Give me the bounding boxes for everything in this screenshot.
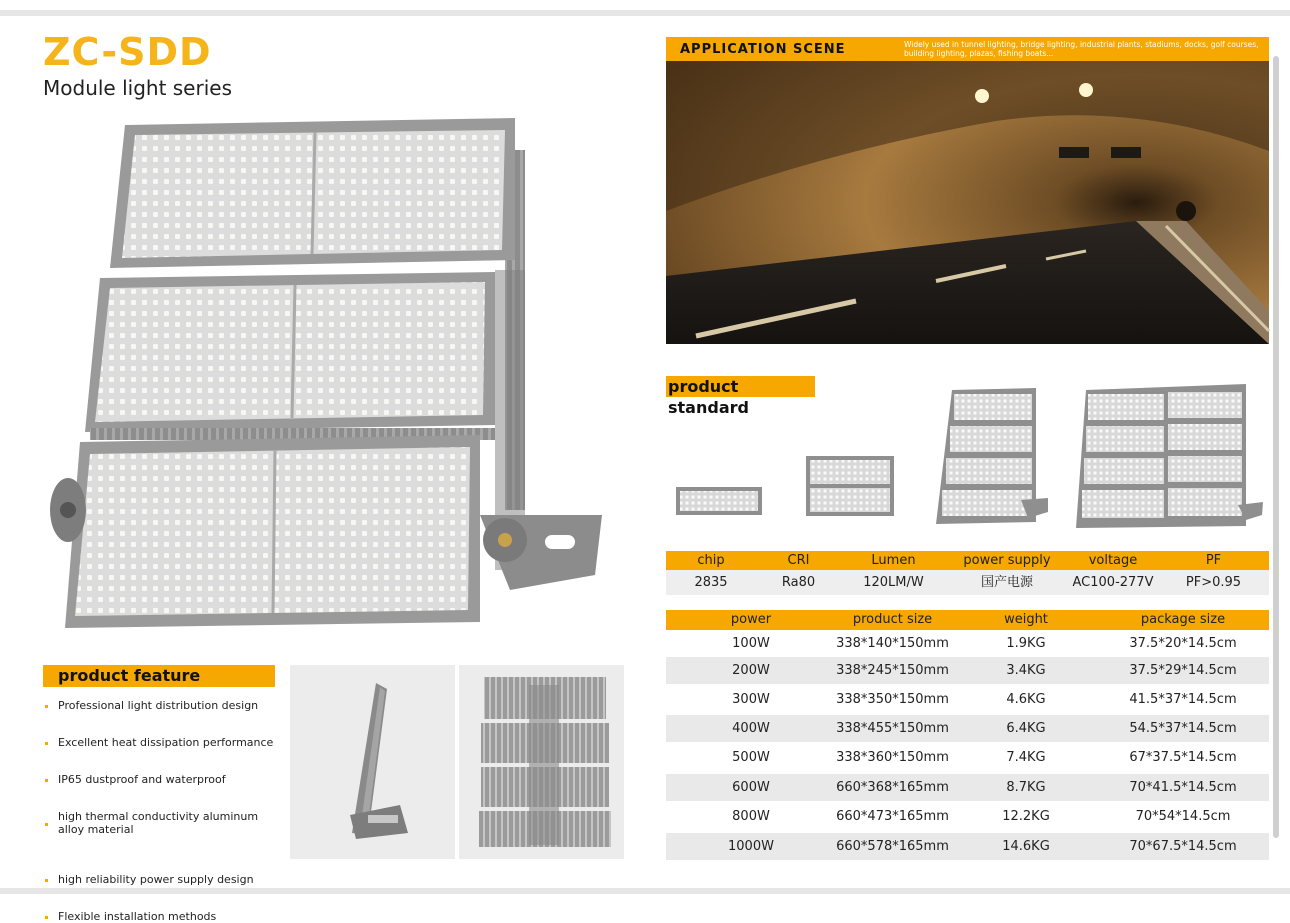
spec-value-cell: Ra80 xyxy=(781,575,816,590)
power-table-row xyxy=(666,744,1269,771)
product-feature-header xyxy=(43,665,275,687)
spec-header-cell: CRI xyxy=(787,553,810,568)
spec-header-cell: voltage xyxy=(1088,553,1138,568)
application-scene-header xyxy=(666,37,1269,61)
spec-table-row xyxy=(666,570,1269,595)
spec-value-cell: 国产电源 xyxy=(980,575,1033,590)
product-size-cell: 660*368*165mm xyxy=(836,780,949,795)
power-cell: 1000W xyxy=(728,839,774,854)
power-table-row xyxy=(666,803,1269,830)
weight-cell: 14.6KG xyxy=(1002,839,1050,854)
product-size-cell: 338*350*150mm xyxy=(836,692,949,707)
spec-value-cell: 2835 xyxy=(694,575,728,590)
product-standard-header xyxy=(666,376,815,417)
bullet-icon xyxy=(45,705,48,708)
package-size-cell: 67*37.5*14.5cm xyxy=(1129,750,1237,765)
power-header-cell: weight xyxy=(1004,612,1048,627)
product-size-cell: 338*245*150mm xyxy=(836,663,949,678)
product-size-cell: 660*473*165mm xyxy=(836,809,949,824)
package-size-cell: 70*54*14.5cm xyxy=(1135,809,1231,824)
power-cell: 100W xyxy=(732,636,770,651)
power-table-row xyxy=(666,833,1269,860)
feature-item: high reliability power supply design xyxy=(43,873,283,886)
weight-cell: 6.4KG xyxy=(1006,721,1046,736)
spec-header-cell: Lumen xyxy=(871,553,916,568)
feature-item: Flexible installation methods xyxy=(43,910,283,923)
top-divider xyxy=(0,10,1290,16)
package-size-cell: 54.5*37*14.5cm xyxy=(1129,721,1237,736)
power-header-cell: power xyxy=(730,612,772,627)
package-size-cell: 37.5*20*14.5cm xyxy=(1129,636,1237,651)
spec-value-cell: AC100-277V xyxy=(1072,575,1154,590)
weight-cell: 4.6KG xyxy=(1006,692,1046,707)
power-cell: 300W xyxy=(732,692,770,707)
power-table-row xyxy=(666,657,1269,684)
spec-table-header xyxy=(666,551,1269,570)
spec-header-cell: chip xyxy=(697,553,725,568)
power-table-row xyxy=(666,630,1269,657)
power-cell: 400W xyxy=(732,721,770,736)
back-view-image xyxy=(459,665,624,859)
feature-item: IP65 dustproof and waterproof xyxy=(43,773,283,786)
power-cell: 600W xyxy=(732,780,770,795)
spec-value-cell: PF>0.95 xyxy=(1185,575,1242,590)
feature-item: high thermal conductivity aluminum alloy material xyxy=(43,810,263,836)
side-view-image xyxy=(290,665,455,859)
weight-cell: 8.7KG xyxy=(1006,780,1046,795)
bullet-icon xyxy=(45,779,48,782)
power-cell: 200W xyxy=(732,663,770,678)
scrollbar[interactable] xyxy=(1273,56,1279,838)
product-size-cell: 338*455*150mm xyxy=(836,721,949,736)
bullet-icon xyxy=(45,742,48,745)
power-header-cell: product size xyxy=(852,612,933,627)
feature-list xyxy=(43,695,283,923)
bullet-icon xyxy=(45,823,48,826)
package-size-cell: 70*41.5*14.5cm xyxy=(1129,780,1237,795)
bottom-divider xyxy=(0,888,1290,894)
spec-header-cell: PF xyxy=(1205,553,1222,568)
power-table-row xyxy=(666,715,1269,742)
power-header-cell: package size xyxy=(1140,612,1226,627)
tunnel-scene-image xyxy=(666,61,1269,344)
product-size-cell: 338*140*150mm xyxy=(836,636,949,651)
weight-cell: 1.9KG xyxy=(1006,636,1046,651)
power-cell: 500W xyxy=(732,750,770,765)
power-table-row xyxy=(666,774,1269,801)
weight-cell: 7.4KG xyxy=(1006,750,1046,765)
product-feature-title: product feature xyxy=(58,666,201,685)
power-table-header xyxy=(666,610,1269,630)
feature-item: Professional light distribution design xyxy=(43,699,283,712)
product-size-cell: 338*360*150mm xyxy=(836,750,949,765)
package-size-cell: 70*67.5*14.5cm xyxy=(1129,839,1237,854)
weight-cell: 12.2KG xyxy=(1002,809,1050,824)
power-cell: 800W xyxy=(732,809,770,824)
application-scene-title: APPLICATION SCENE xyxy=(680,42,846,57)
product-size-cell: 660*578*165mm xyxy=(836,839,949,854)
bullet-icon xyxy=(45,879,48,882)
spec-value-cell: 120LM/W xyxy=(863,575,924,590)
package-size-cell: 41.5*37*14.5cm xyxy=(1129,692,1237,707)
spec-header-cell: power supply xyxy=(963,553,1051,568)
package-size-cell: 37.5*29*14.5cm xyxy=(1129,663,1237,678)
weight-cell: 3.4KG xyxy=(1006,663,1046,678)
power-table-row xyxy=(666,686,1269,713)
feature-item: Excellent heat dissipation performance xyxy=(43,736,283,749)
brand-subtitle: Module light series xyxy=(43,76,232,100)
hero-floodlight-image xyxy=(40,110,610,640)
brand-title: ZC-SDD xyxy=(43,30,212,74)
bullet-icon xyxy=(45,916,48,919)
product-standard-title: product standard xyxy=(668,377,749,417)
application-scene-description: Widely used in tunnel lighting, bridge lighting, industrial plants, stadiums, docks, golf courses, building lighting, plazas, fishing boats... xyxy=(904,40,1259,58)
